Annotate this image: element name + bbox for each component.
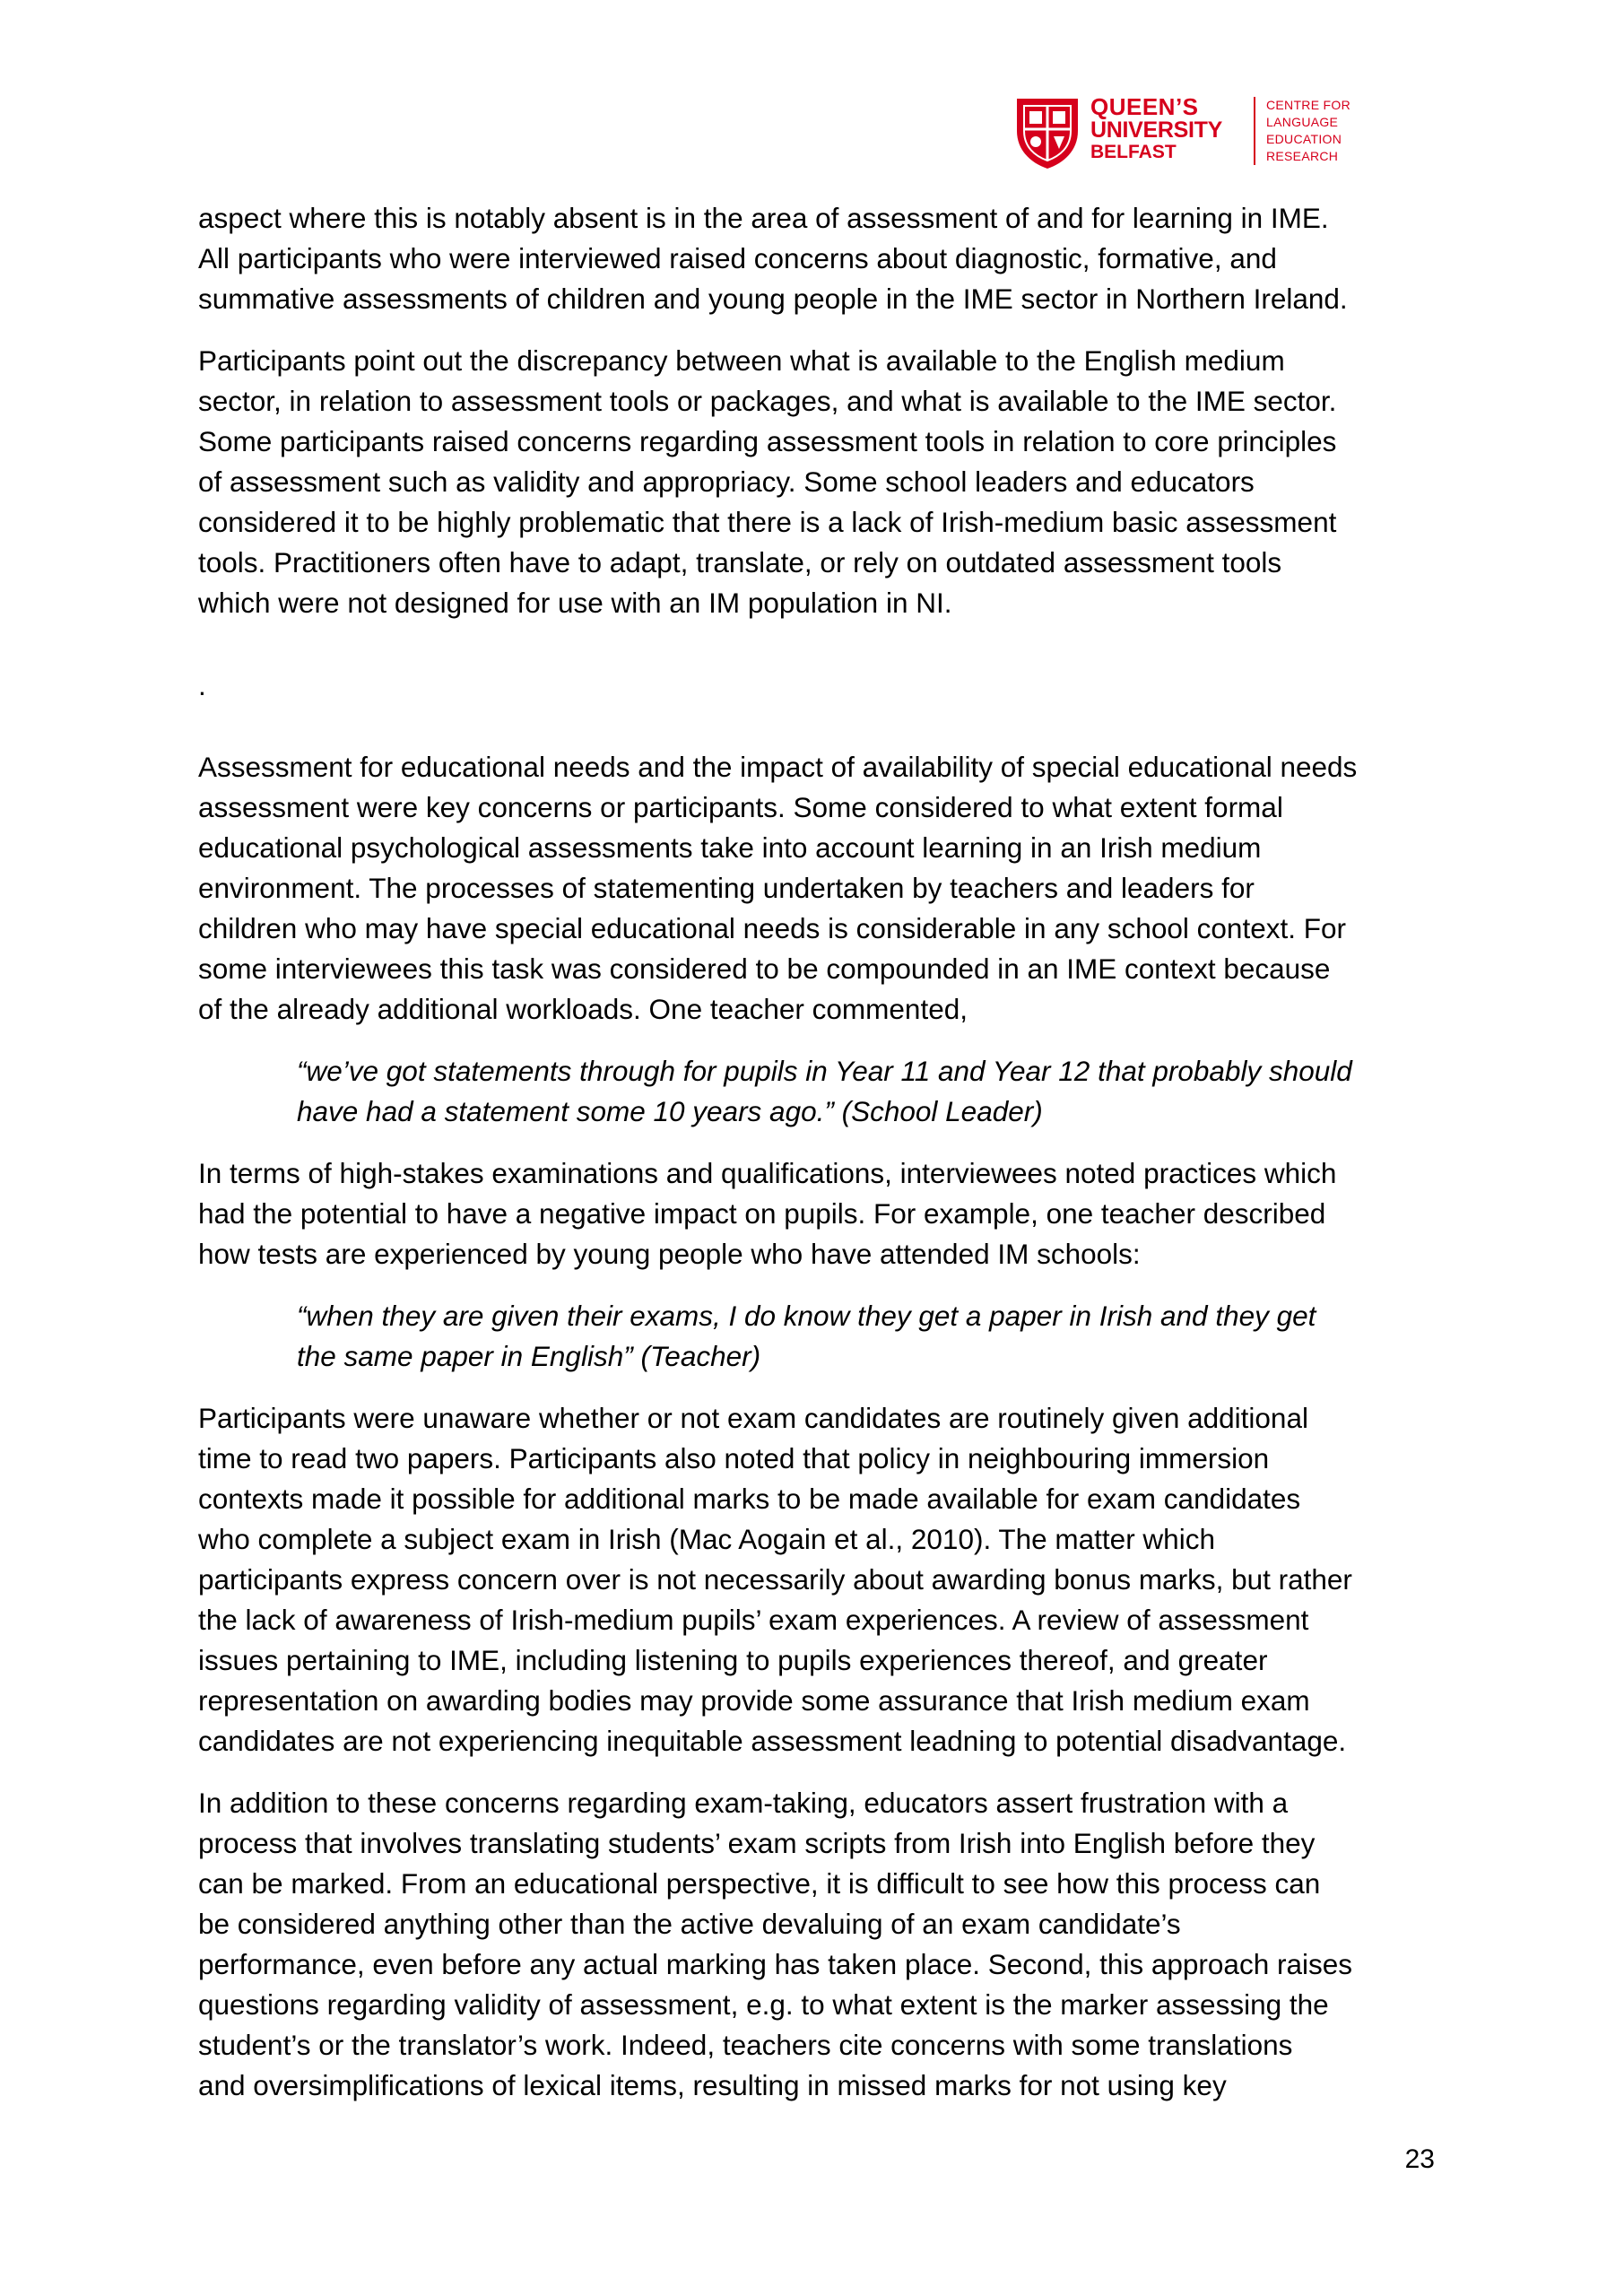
- header-logo: [1012, 91, 1370, 170]
- university-name: [1090, 95, 1243, 163]
- university-name-line: QUEEN’S: [1090, 93, 1199, 120]
- centre-name-line: EDUCATION: [1266, 132, 1342, 146]
- block-quote: “we’ve got statements through for pupils in Year 11 and Year 12 that probably should have had a statement some 10 years ago.” (School Leader): [297, 1055, 1352, 1127]
- paragraph: Participants point out the discrepancy between what is available to the English medium sector, in relation to assessment tools or packages, and what is available to the IME sector. Some participants raised concerns regarding assessment tools in relation to core principles of assessment such as validity and appropriacy. Some school leaders and educators considered it to be highly problematic that there is a lack of Irish-medium basic assessment tools. Practitioners often have to adapt, translate, or rely on outdated assessment tools which were not designed for use with an IM population in NI.: [198, 344, 1337, 619]
- body-text: [198, 198, 1436, 2127]
- centre-name-line: LANGUAGE: [1266, 115, 1339, 129]
- centre-name-line: CENTRE FOR: [1266, 98, 1350, 112]
- paragraph: Participants were unaware whether or not exam candidates are routinely given additional time to read two papers. Participants also noted that policy in neighbouring immersion contexts made it possible for additional marks to be made available for exam candidates who complete a subject exam in Irish (Mac Aogain et al., 2010). The matter which participants express concern over is not necessarily about awarding bonus marks, but rather the lack of awareness of Irish-medium pupils’ exam experiences. A review of assessment issues pertaining to IME, including listening to pupils experiences thereof, and greater representation on awarding bodies may provide some assurance that Irish medium exam candidates are not experiencing inequitable assessment leadning to potential disadvantage.: [198, 1402, 1352, 1757]
- paragraph: Assessment for educational needs and the impact of availability of special educational needs assessment were key concerns or participants. Some considered to what extent formal educational psychological assessments take into account learning in an Irish medium environment. The processes of statementing undertaken by teachers and leaders for children who may have special educational needs is considerable in any school context. For some interviewees this task was considered to be compounded in an IME context because of the already additional workloads. One teacher commented,: [198, 751, 1358, 1025]
- block-quote: “when they are given their exams, I do know they get a paper in Irish and they get the same paper in English” (Teacher): [297, 1300, 1316, 1372]
- paragraph: aspect where this is notably absent is in the area of assessment of and for learning in IME. All participants who were interviewed raised concerns about diagnostic, formative, and summative assessments of children and young people in the IME sector in Northern Ireland.: [198, 202, 1348, 315]
- centre-name: [1266, 97, 1392, 165]
- university-name-line: UNIVERSITY: [1090, 117, 1223, 143]
- paragraph-stray-dot: .: [198, 669, 206, 701]
- centre-name-line: RESEARCH: [1266, 149, 1339, 163]
- paragraph: In terms of high-stakes examinations and qualifications, interviewees noted practices which had the potential to have a negative impact on pupils. For example, one teacher described how tests are experienced by young people who have attended IM schools:: [198, 1157, 1337, 1270]
- paragraph: In addition to these concerns regarding exam-taking, educators assert frustration with a process that involves translating students’ exam scripts from Irish into English before they can be marked. From an educational perspective, it is difficult to see how this process can be considered anything other than the active devaluing of an exam candidate’s performance, even before any actual marking has taken place. Second, this approach raises questions regarding validity of assessment, e.g. to what extent is the marker assessing the student’s or the translator’s work. Indeed, teachers cite concerns with some translations and oversimplifications of lexical items, resulting in missed marks for not using key: [198, 1787, 1352, 2101]
- page-number: 23: [1404, 2144, 1435, 2174]
- university-crest-icon: [1012, 95, 1083, 170]
- logo-divider: [1254, 97, 1255, 165]
- university-name-line: BELFAST: [1090, 142, 1177, 162]
